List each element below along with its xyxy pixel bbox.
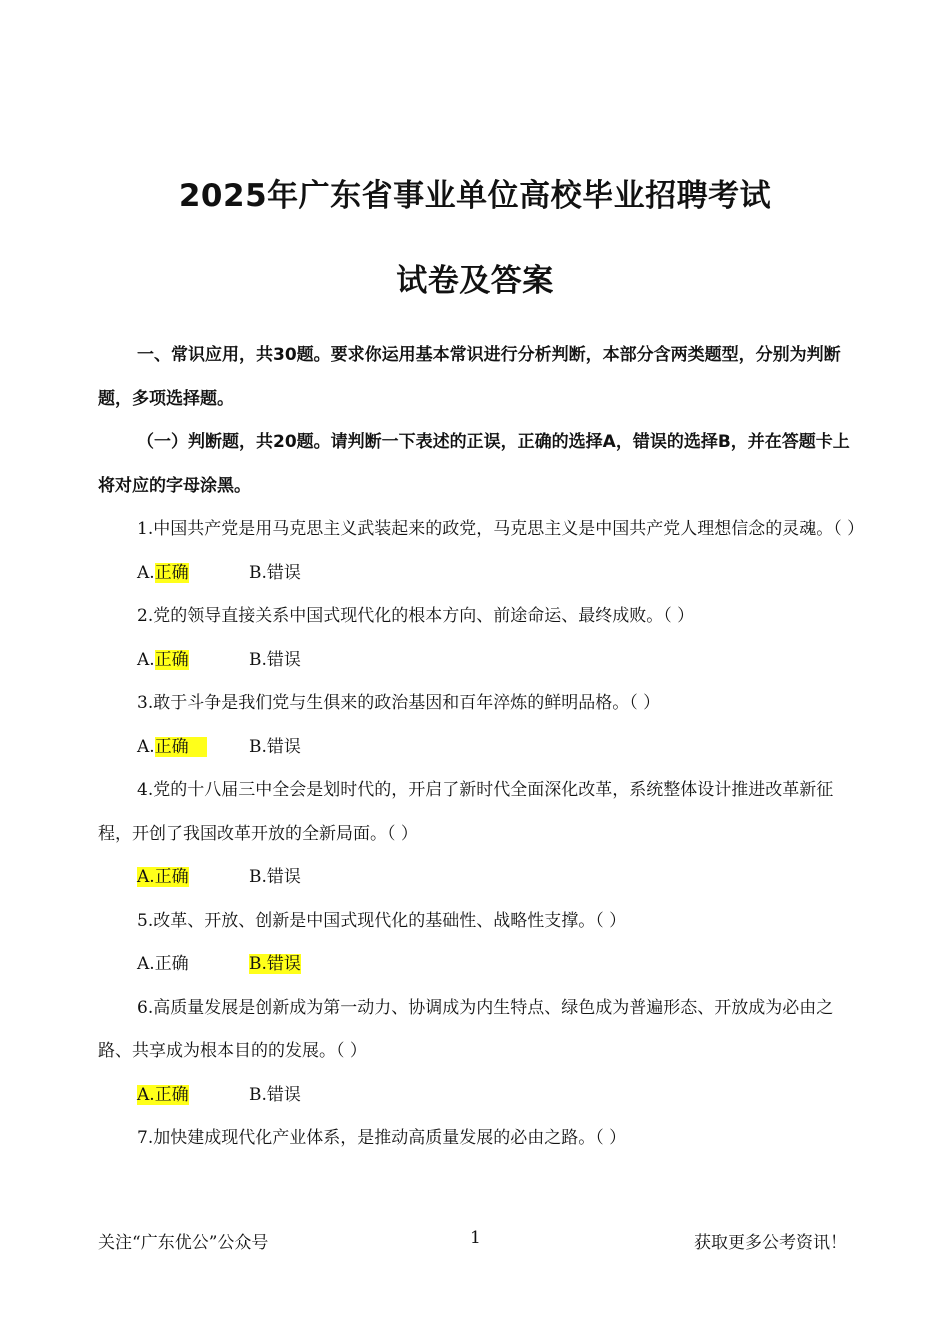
option-b: B.错误 bbox=[249, 867, 301, 887]
section-intro: 一、常识应用，共30题。要求你运用基本常识进行分析判断，本部分含两类题型，分别为判断题，多项选择题。 bbox=[98, 345, 841, 409]
highlighted-answer: B.错误 bbox=[249, 954, 301, 974]
option-a bbox=[137, 856, 249, 900]
footer-left: 关注“广东优公”公众号 bbox=[98, 1233, 269, 1253]
title-line-1: 2025年广东省事业单位高校毕业招聘考试 bbox=[178, 178, 772, 214]
option-a: A.正确 bbox=[137, 649, 189, 670]
option-a bbox=[137, 1074, 249, 1118]
highlighted-answer: A.正确 bbox=[137, 867, 189, 887]
footer-right: 获取更多公考资讯！ bbox=[694, 1233, 847, 1253]
question-text: 1.中国共产党是用马克思主义武装起来的政党，马克思主义是中国共产党人理想信念的灵魂。（ ） bbox=[137, 519, 865, 539]
option-a: A.正确 bbox=[137, 726, 249, 770]
answer-options bbox=[98, 726, 858, 770]
question-text: 5.改革、开放、创新是中国式现代化的基础性、战略性支撑。（ ） bbox=[137, 910, 627, 931]
question-text: 2.党的领导直接关系中国式现代化的根本方向、前途命运、最终成败。（ ） bbox=[137, 606, 695, 626]
highlighted-answer: 正确 bbox=[155, 737, 207, 757]
question-text: 6.高质量发展是创新成为第一动力、协调成为内生特点、绿色成为普遍形态、开放成为必由之路、共享成为根本目的的发展。（ ） bbox=[98, 997, 834, 1061]
answer-options bbox=[98, 856, 858, 900]
option-b: B.错误 bbox=[249, 1084, 301, 1105]
option-a: A.正确 bbox=[137, 954, 189, 974]
subsection-intro: （一）判断题，共20题。请判断一下表述的正误，正确的选择A，错误的选择B，并在答题卡上将对应的字母涂黑。 bbox=[98, 432, 850, 496]
answer-options bbox=[98, 943, 858, 987]
answer-options bbox=[98, 552, 858, 596]
option-b: B.错误 bbox=[249, 562, 301, 583]
question-text: 4.党的十八届三中全会是划时代的，开启了新时代全面深化改革，系统整体设计推进改革新征程，开创了我国改革开放的全新局面。（ ） bbox=[98, 780, 834, 844]
question-text: 3.敢于斗争是我们党与生俱来的政治基因和百年淬炼的鲜明品格。（ ） bbox=[137, 693, 661, 713]
highlighted-answer: A.正确 bbox=[137, 1084, 189, 1105]
option-a: A.正确 bbox=[137, 562, 189, 583]
title-line-2: 试卷及答案 bbox=[396, 263, 554, 299]
answer-options bbox=[98, 639, 858, 683]
option-b bbox=[249, 943, 301, 987]
answer-options bbox=[98, 1074, 858, 1118]
option-b: B.错误 bbox=[249, 736, 301, 757]
highlighted-answer: 正确 bbox=[154, 562, 189, 583]
option-b: B.错误 bbox=[249, 649, 301, 670]
document-body bbox=[98, 334, 865, 1161]
question-text: 7.加快建成现代化产业体系，是推动高质量发展的必由之路。（ ） bbox=[137, 1128, 627, 1148]
highlighted-answer: 正确 bbox=[154, 649, 189, 670]
page-number: 1 bbox=[470, 1228, 481, 1248]
